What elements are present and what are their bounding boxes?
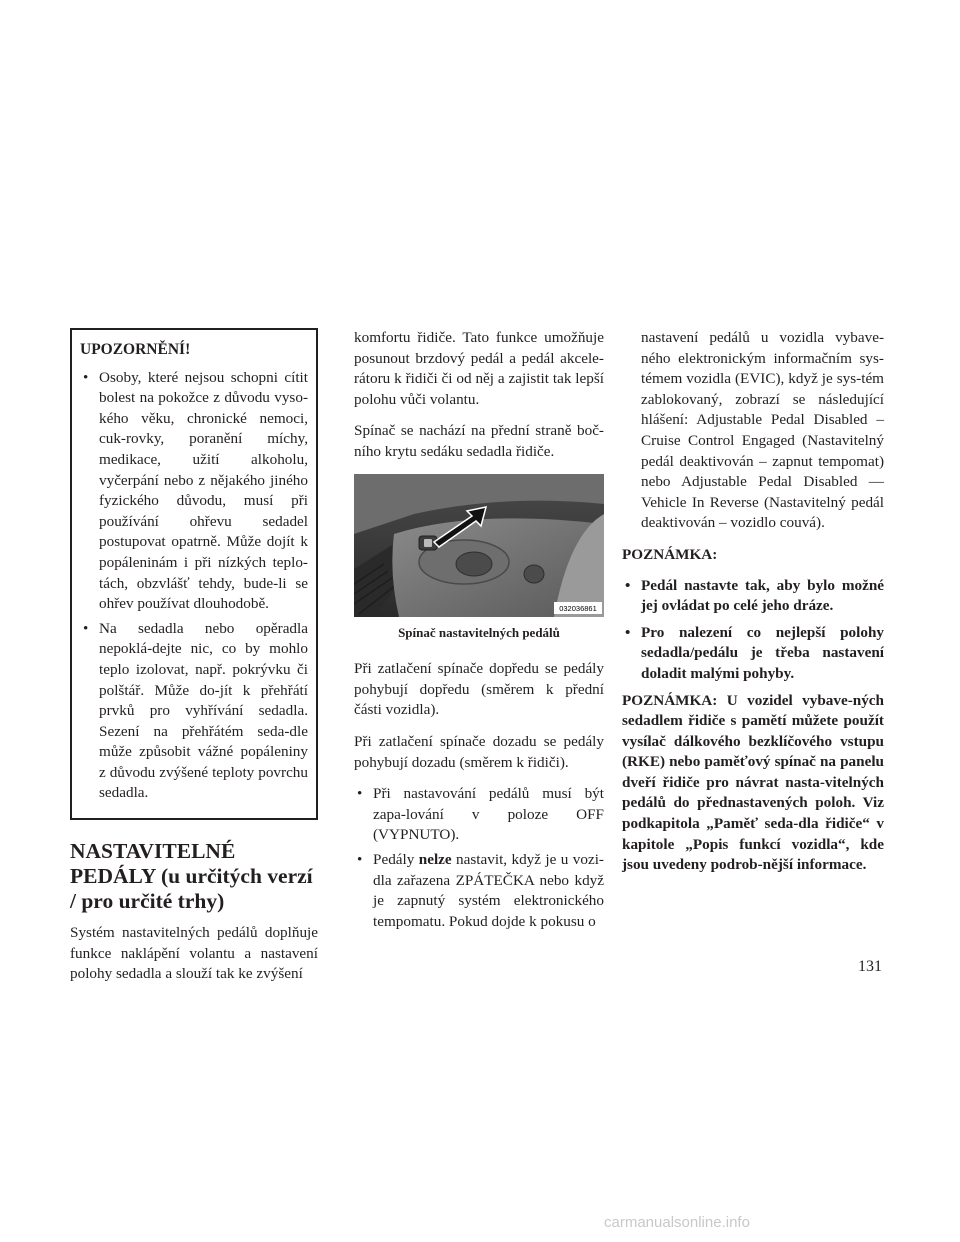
pedal-bullet: • Při nastavování pedálů musí být zapa-lování v poloze OFF (VYPNUTO). (354, 784, 604, 846)
backward-paragraph: Při zatlačení spínače dozadu se pedály pohybují dozadu (směrem k řidiči). (354, 732, 604, 771)
column-middle (354, 328, 604, 936)
warning-box (70, 328, 318, 820)
pedal-bullet: • Pedály nelze nastavit, když je u vozi-dla zařazena ZPÁTEČKA nebo když je zapnutý systém elektronického tempomatu. Pokud dojde k pokusu o (354, 850, 604, 932)
page-number: 131 (858, 958, 882, 975)
watermark: carmanualsonline.info (604, 1214, 750, 1231)
intro-paragraph: Systém nastavitelných pedálů doplňuje funkce naklápění volantu a nastavení polohy sedadla a slouží tak ke zvýšení (70, 924, 318, 983)
emphasis-nelze: nelze (418, 850, 452, 868)
note-title: POZNÁMKA: (622, 545, 718, 563)
pedal-bullet-list (354, 784, 604, 932)
pedal-bullet-continued: nastavení pedálů u vozidla vybave-ného elektronickým informačním sys-témem vozidla (EVIC), když je sys-tém zablokovaný, zobrazí se následující hlášení: Adjustable Pedal Disabled – Cruise Control Engaged (Nastavitelný pedál deaktivován – zapnut tempomat) nebo Adjustable Pedal Disabled — Vehicle In Reverse (Nastavitelný pedál deaktivován – vozidlo couvá). (641, 329, 884, 532)
memory-note: POZNÁMKA: U vozidel vybave-ných sedadlem řidiče s pamětí můžete použít vysílač dálkového bezklíčového vstupu (RKE) nebo paměťový spínač na panelu dveří řidiče pro návrat nasta-vitelných pedálů do přednastavených poloh. Viz podkapitola „Paměť seda-dla řidiče“ v kapitole „Popis funkcí vozidla“, kde jsou uvedeny podrob-nější informace. (622, 691, 884, 874)
photo-caption: Spínač nastavitelných pedálů (398, 624, 560, 640)
image-code: 032036861 (559, 603, 597, 613)
warning-item: • Na sedadla nebo opěradla nepoklá-dejte nic, co by mohlo teplo izolovat, např. pokrývku či polštář. Může do-jít k přehřátí prvků pro vyhřívání sedadla. Sezení na přehřátém seda-dle může způsobit vážné popáleniny z důvodu zvýšené teploty povrchu sedadla. (80, 619, 308, 804)
warning-list (80, 368, 308, 804)
note-list (622, 576, 884, 685)
intro-paragraph-continued: komfortu řidiče. Tato funkce umožňuje posunout brzdový pedál a pedál akcele-rátoru k řidiči či od něj a zajistit tak lepší polohu vůči volantu. (354, 329, 604, 408)
note-item: • Pro nalezení co nejlepší polohy sedadla/pedálu je třeba nastavení doladit malými pohyby. (622, 623, 884, 685)
column-left (70, 328, 318, 996)
column-right (622, 328, 884, 887)
note-item: • Pedál nastavte tak, aby bylo možné jej ovládat po celé jeho dráze. (622, 576, 884, 617)
warning-title: UPOZORNĚNÍ! (80, 341, 191, 358)
section-heading: NASTAVITELNÉ PEDÁLY (u určitých verzí / pro určité trhy) (70, 839, 313, 914)
seat-switch-photo (354, 474, 604, 617)
switch-location-paragraph: Spínač se nachází na přední straně boč-ního krytu sedáku sedadla řidiče. (354, 422, 604, 460)
warning-item: • Osoby, které nejsou schopni cítit bolest na pokožce z důvodu vyso-kého věku, chronické nemoci, cuk-rovky, poranění míchy, medikace, užití alkoholu, vyčerpání nebo z nějakého jiného fyzického důvodu, musí při používání ohřevu sedadel postupovat opatrně. Může dojít k popáleninám i při nízkých teplo-tách, obzvlášť tehdy, bude-li se ohřev používat dlouhodobě. (80, 368, 308, 615)
forward-paragraph: Při zatlačení spínače dopředu se pedály pohybují dopředu (směrem k přední části vozidla). (354, 660, 604, 719)
